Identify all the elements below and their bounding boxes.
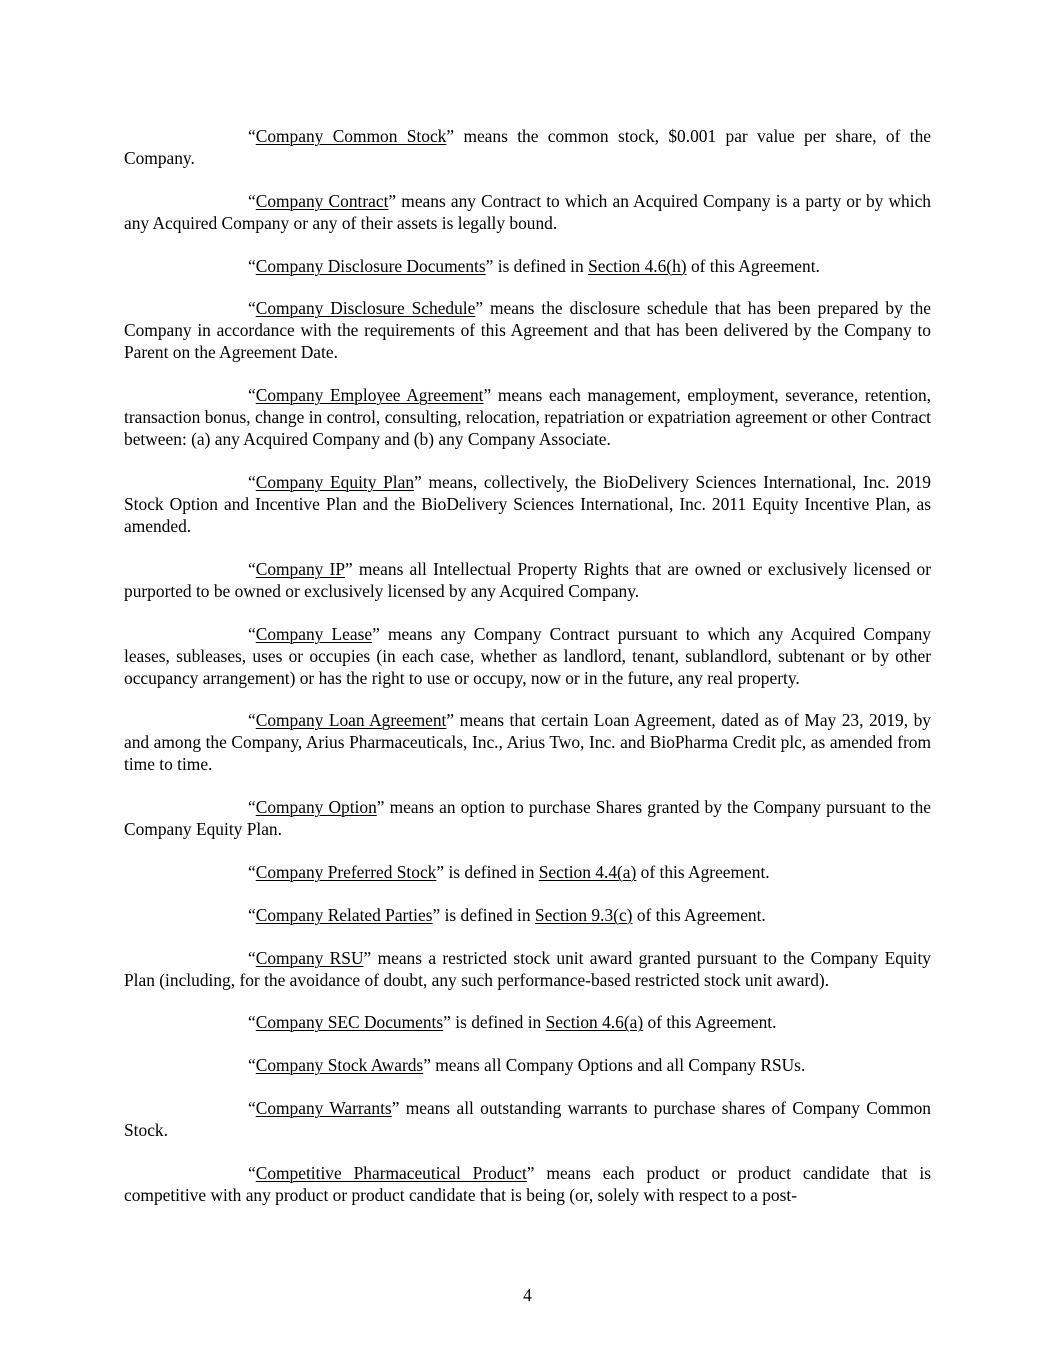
defined-term: Company Option [255,797,377,818]
defined-term: Company Warrants [255,1097,392,1118]
definition-company-sec-documents: “Company SEC Documents” is defined in Section 4.6(a) of this Agreement. [248,1012,777,1033]
definition-company-option: “Company Option” means an option to purchase Shares granted by the Company pursuant to the Company Equity Plan. [124,797,931,840]
page-number: 4 [523,1285,532,1305]
defined-term: Company RSU [255,947,364,968]
defined-term: Company Employee Agreement [255,385,484,406]
definition-company-employee-agreement: “Company Employee Agreement” means each management, employment, severance, retention, transaction bonus, change in control, consulting, relocation, repatriation or expatriation agreement or other Contract between: (a) any Acquired Company and (b) any Company Associate. [124,385,931,450]
defined-term: Company Disclosure Schedule [255,298,476,319]
defined-term: Company Related Parties [255,904,433,925]
definitions-list [124,125,931,1227]
defined-term: Company IP [255,558,345,579]
definition-company-stock-awards: “Company Stock Awards” means all Company Options and all Company RSUs. [248,1055,806,1076]
section-reference: Section 9.3(c) [534,904,633,925]
definition-competitive-pharmaceutical-product: “Competitive Pharmaceutical Product” means each product or product candidate that is competitive with any product or product candidate that is being (or, solely with respect to a post- [124,1162,931,1205]
definition-company-common-stock: “Company Common Stock” means the common stock, $0.001 par value per share, of the Company. [124,126,931,168]
definition-company-equity-plan: “Company Equity Plan” means, collectively, the BioDelivery Sciences International, Inc. 2019 Stock Option and Incentive Plan and the BioDelivery Sciences International, Inc. 2011 Equity Incentive Plan, as amended. [124,471,931,536]
defined-term: Company Equity Plan [255,471,415,492]
definition-company-disclosure-documents: “Company Disclosure Documents” is defined in Section 4.6(h) of this Agreement. [248,255,820,276]
defined-term: Company Preferred Stock [255,861,437,882]
defined-term: Competitive Pharmaceutical Product [255,1162,527,1183]
definition-company-warrants: “Company Warrants” means all outstanding warrants to purchase shares of Company Common Stock. [124,1097,931,1140]
defined-term: Company Stock Awards [255,1055,424,1076]
definition-company-related-parties: “Company Related Parties” is defined in Section 9.3(c) of this Agreement. [248,904,766,925]
section-reference: Section 4.6(h) [588,255,687,276]
section-reference: Section 4.6(a) [545,1012,644,1033]
definition-company-contract: “Company Contract” means any Contract to which an Acquired Company is a party or by which any Acquired Company or any of their assets is legally bound. [124,190,931,233]
definition-company-ip: “Company IP” means all Intellectual Property Rights that are owned or exclusively licensed or purported to be owned or exclusively licensed by any Acquired Company. [124,558,931,601]
definition-company-lease: “Company Lease” means any Company Contract pursuant to which any Acquired Company leases, subleases, uses or occupies (in each case, whether as landlord, tenant, sublandlord, subtenant or by other occupancy arrangement) or has the right to use or occupy, now or in the future, any real property. [124,623,932,688]
definition-company-disclosure-schedule: “Company Disclosure Schedule” means the disclosure schedule that has been prepared by the Company in accordance with the requirements of this Agreement and that has been delivered by the Company to Parent on the Agreement Date. [124,298,931,363]
definition-company-rsu: “Company RSU” means a restricted stock unit award granted pursuant to the Company Equity Plan (including, for the avoidance of doubt, any such performance-based restricted stock unit award). [124,947,931,990]
defined-term: Company Disclosure Documents [255,255,486,276]
defined-term: Company Loan Agreement [255,710,447,731]
defined-term: Company SEC Documents [255,1012,444,1033]
definition-company-preferred-stock: “Company Preferred Stock” is defined in Section 4.4(a) of this Agreement. [248,861,770,882]
defined-term: Company Lease [255,623,373,644]
defined-term: Company Common Stock [255,126,447,146]
defined-term: Company Contract [255,190,389,211]
section-reference: Section 4.4(a) [538,861,637,882]
definition-company-loan-agreement: “Company Loan Agreement” means that certain Loan Agreement, dated as of May 23, 2019, by and among the Company, Arius Pharmaceuticals, Inc., Arius Two, Inc. and BioPharma Credit plc, as amended from time to time. [124,710,931,775]
